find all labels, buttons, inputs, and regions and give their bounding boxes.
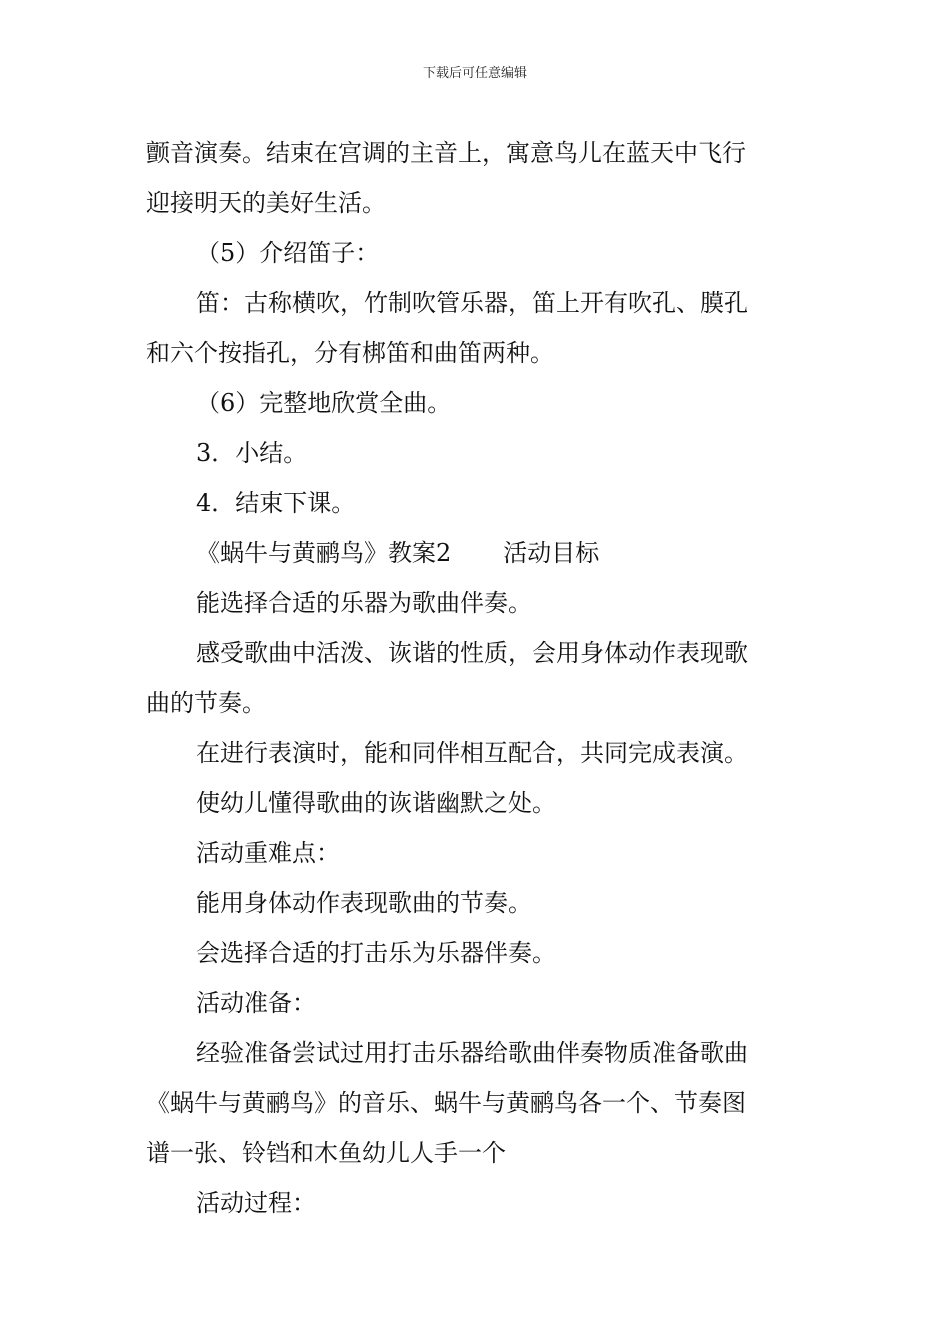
paragraph-line: 谱一张、铃铛和木鱼幼儿人手一个: [146, 1139, 506, 1167]
document-body: [146, 128, 806, 1228]
section-heading: 活动重难点：: [196, 839, 340, 867]
paragraph-line: 经验准备尝试过用打击乐器给歌曲伴奏物质准备歌曲: [196, 1039, 748, 1067]
section-heading-line: [146, 528, 806, 578]
paragraph-line: 颤音演奏。结束在宫调的主音上，寓意鸟儿在蓝天中飞行: [146, 139, 746, 167]
paragraph-line: 能用身体动作表现歌曲的节奏。: [196, 889, 532, 917]
paragraph-line: 4．结束下课。: [196, 489, 356, 517]
paragraph-line: 能选择合适的乐器为歌曲伴奏。: [196, 589, 532, 617]
paragraph-line: 使幼儿懂得歌曲的诙谐幽默之处。: [196, 789, 556, 817]
section-heading: 活动过程：: [196, 1189, 316, 1217]
paragraph-line: 曲的节奏。: [146, 689, 266, 717]
paragraph-line: 在进行表演时，能和同伴相互配合，共同完成表演。: [196, 739, 748, 767]
page-header: 下载后可任意编辑: [422, 66, 527, 81]
paragraph-line: （6）完整地欣赏全曲。: [196, 389, 452, 417]
lesson-title: 《蜗牛与黄鹂鸟》教案2: [196, 539, 452, 567]
section-heading: 活动目标: [503, 539, 600, 567]
paragraph-line: 3．小结。: [196, 439, 308, 467]
paragraph-line: 感受歌曲中活泼、诙谐的性质，会用身体动作表现歌: [196, 639, 748, 667]
section-heading: 活动准备：: [196, 989, 316, 1017]
paragraph-line: 会选择合适的打击乐为乐器伴奏。: [196, 939, 556, 967]
paragraph-line: 和六个按指孔，分有梆笛和曲笛两种。: [146, 339, 554, 367]
paragraph-line: 《蜗牛与黄鹂鸟》的音乐、蜗牛与黄鹂鸟各一个、节奏图: [146, 1089, 746, 1117]
paragraph-line: 迎接明天的美好生活。: [146, 189, 386, 217]
paragraph-line: （5）介绍笛子：: [196, 239, 380, 267]
paragraph-line: 笛：古称横吹，竹制吹管乐器，笛上开有吹孔、膜孔: [196, 289, 748, 317]
